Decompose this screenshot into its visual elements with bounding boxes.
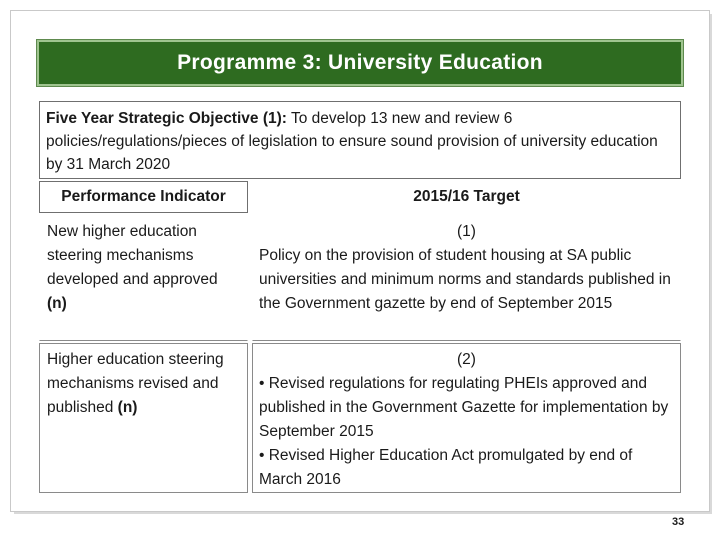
indicator-text: Higher education steering mechanisms revised and published (47, 351, 224, 416)
indicator-suffix: (n) (117, 399, 138, 416)
page-number: 33 (672, 516, 685, 528)
table-row-1-target (252, 217, 681, 341)
title-banner (37, 40, 683, 86)
target-number: (2) (457, 351, 476, 368)
table-row-2-indicator (39, 343, 248, 493)
table-row-2-target (252, 343, 681, 493)
indicator-suffix: (n) (47, 295, 67, 312)
objective-text: To develop 13 new and review 6 policies/regulations/pieces of legislation to ensure sound provision of university education by 31 March 2020 (46, 110, 658, 173)
indicator-text: New higher education steering mechanisms developed and approved (47, 223, 218, 288)
table-row-1-indicator (39, 217, 248, 341)
header-performance-indicator: Performance Indicator (39, 181, 248, 213)
target-line: Policy on the provision of student housing at SA public universities and minimum norms and standards published in the Government gazette by end of September 2015 (259, 247, 671, 312)
strategic-objective (39, 101, 681, 179)
target-line: • Revised Higher Education Act promulgated by end of March 2016 (259, 447, 633, 488)
page-title: Programme 3: University Education (177, 51, 543, 74)
header-target: 2015/16 Target (413, 188, 520, 205)
target-number: (1) (457, 223, 476, 240)
target-line: • Revised regulations for regulating PHEIs approved and published in the Government Gazette for implementation by September 2015 (259, 375, 669, 440)
objective-label: Five Year Strategic Objective (1): (46, 110, 287, 127)
